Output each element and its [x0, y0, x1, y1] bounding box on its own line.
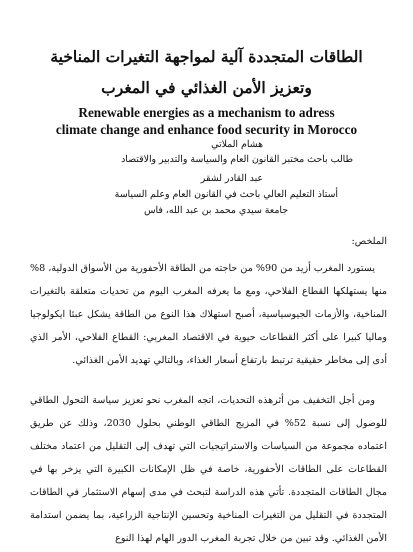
- abstract-label: الملخص:: [351, 236, 387, 247]
- author-1-affiliation: طالب باحث مختبر القانون العام والسياسة والتدبير والاقتصاد: [121, 154, 353, 165]
- author-1-name: هشام الملاتي: [211, 139, 263, 150]
- abstract-paragraph-2: ومن أجل التخفيف من أثرهذه التحديات، اتجه المغرب نحو تعزيز سياسة التحول الطاقي للوصول إلى نسبة 52% في المزيج الطاقي الوطني بحلول 2030، وذلك عن طريق اعتماده مجموعة من السياسات والاستراتيجيات التي تهدف إلى التقليل من اعتماد مختلف القطاعات على الطاقات الأحفورية، خاصة في ظل الإمكانات الكبيرة التي يزخر بها في مجال الطاقات المتجددة. تأتي هذه الدراسة لتبحث في مدى إسهام الاستثمار في الطاقات المتجددة في التقليل من التغيرات المناخية وتحسين الإنتاجية الزراعية، بما يضمن استدامة الأمن الغذائي. وقد تبين من خلال تجربة المغرب الدور الهام لهذا النوع: [30, 395, 387, 544]
- english-title-line-2: climate change and enhance food security in Morocco: [55, 122, 358, 137]
- abstract-paragraph-1: يستورد المغرب أزيد من 90% من حاجته من الطاقة الأحفورية من الأسواق الدولية، 8% منها يستهلكها القطاع الفلاحي، ومع ما يعرفه المغرب اليوم من تحديات متعلقة بالتغيرات المناخية، والأزمات الجيوسياسية، أصبح استهلاك هذا النوع من الطاقة يشكل عبئا ايكولوجيا وماليا كبيرا على أكثر القطاعات حيوية في الاقتصاد المغربي: القطاع الفلاحي، الأمر الذي أدى إلى مخاطر حقيقية ترتبط بارتفاع أسعار الغذاء، وبالتالي تهديد الأمن الغذائي.: [30, 263, 387, 366]
- arabic-title-line-1: الطاقات المتجددة آلية لمواجهة التغيرات المناخية: [50, 47, 363, 66]
- author-2-affiliation: أستاذ التعليم العالي باحث في القانون العام وعلم السياسة: [114, 189, 338, 200]
- english-title-line-1: Renewable energies as a mechanism to adress: [78, 105, 335, 120]
- arabic-title-line-2: وتعزيز الأمن الغذائي في المغرب: [101, 78, 312, 97]
- university-name: جامعة سيدي محمد بن عبد الله، فاس: [144, 205, 288, 216]
- author-2-name: عبد القادر لشقر: [200, 173, 263, 184]
